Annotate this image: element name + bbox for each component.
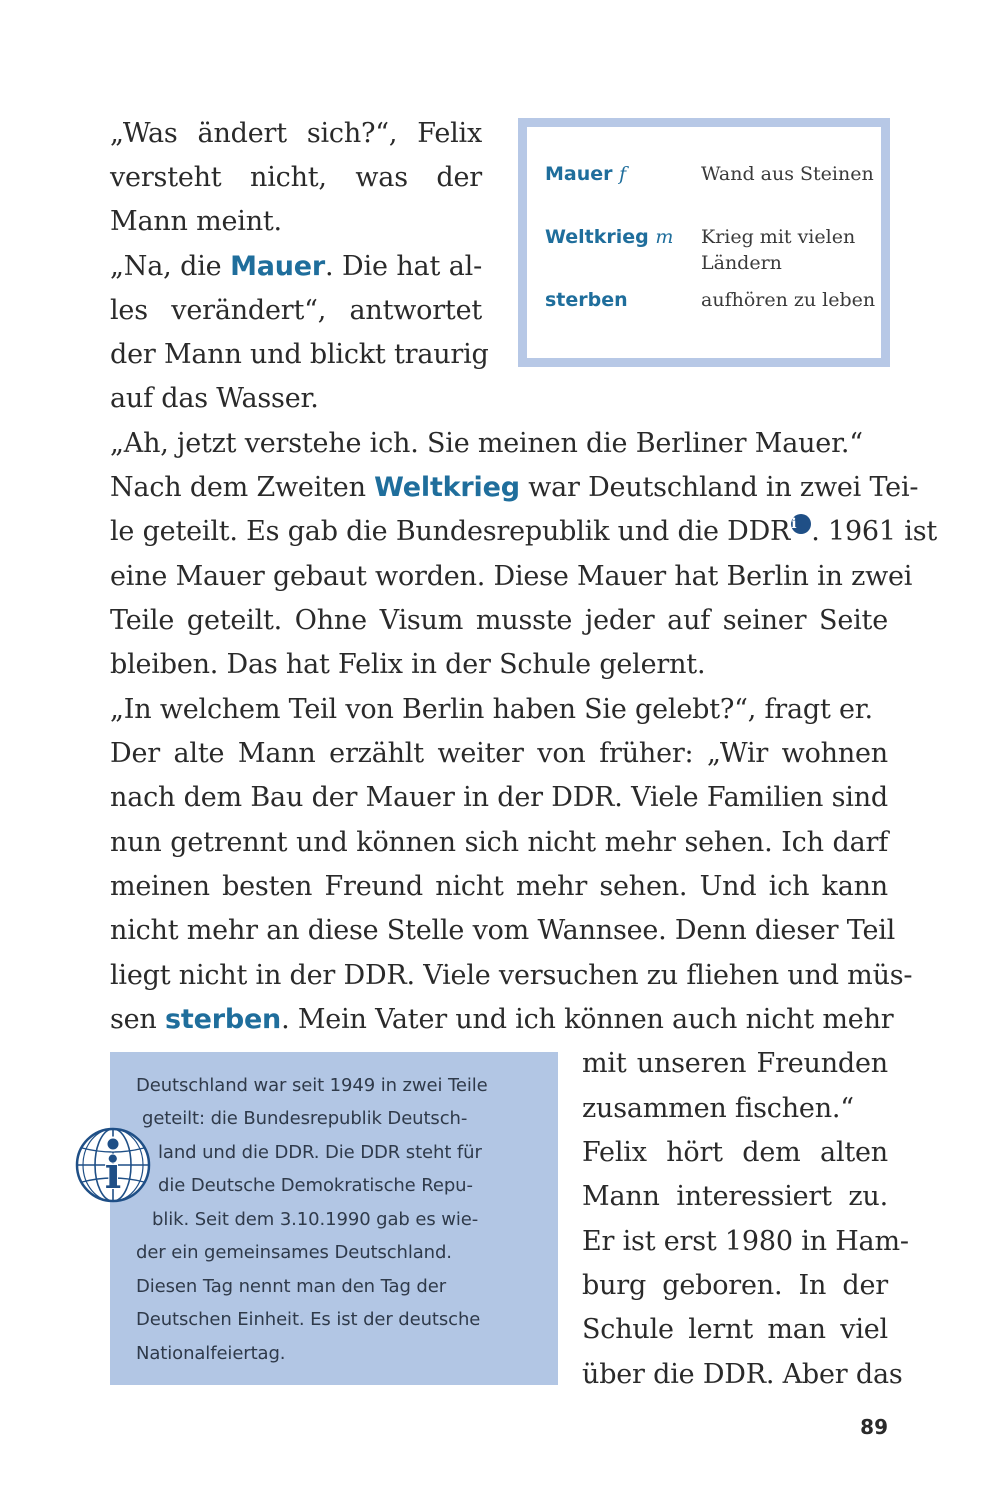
text-line: liegt nicht in der DDR. Viele versuchen zu fliehen und müs-: [110, 960, 913, 991]
page-number: 89: [860, 1415, 888, 1439]
text-line: nach dem Bau der Mauer in der DDR. Viele Familien sind: [110, 782, 888, 813]
text-line: versteht nicht, was der: [110, 162, 482, 193]
text-line: nicht mehr an diese Stelle vom Wannsee. Denn dieser Teil: [110, 915, 896, 946]
text-fragment: . Mein Vater und ich können auch nicht mehr: [281, 1004, 894, 1035]
glossary-term: [545, 226, 673, 248]
info-icon-letter: i: [104, 1148, 122, 1199]
glossary-term: [545, 289, 628, 311]
info-text-line: land und die DDR. Die DDR steht für: [158, 1142, 482, 1163]
text-line: eine Mauer gebaut worden. Diese Mauer hat Berlin in zwei: [110, 561, 913, 592]
text-line: Schule lernt man viel: [582, 1314, 888, 1345]
info-text-line: Nationalfeiertag.: [136, 1343, 286, 1364]
text-line: [110, 998, 894, 1042]
glossary-box: [518, 118, 890, 367]
text-line: nun getrennt und können sich nicht mehr sehen. Ich darf: [110, 827, 888, 858]
text-line: „Was ändert sich?“, Felix: [110, 118, 482, 149]
info-reference-icon[interactable]: i: [791, 514, 811, 534]
text-fragment: war Deutschland in zwei Tei-: [519, 472, 919, 503]
info-text-line: die Deutsche Demokratische Repu-: [158, 1175, 473, 1196]
text-line: über die DDR. Aber das: [582, 1359, 903, 1390]
text-line: auf das Wasser.: [110, 383, 319, 414]
text-line: Felix hört dem alten: [582, 1137, 888, 1168]
text-line: „In welchem Teil von Berlin haben Sie gelebt?“, fragt er.: [110, 694, 873, 725]
info-text-line: geteilt: die Bundesrepublik Deutsch-: [142, 1108, 468, 1129]
text-fragment: sen: [110, 1004, 166, 1035]
vocab-word-sterben: sterben: [165, 1004, 282, 1035]
text-line: Er ist erst 1980 in Ham-: [582, 1226, 909, 1257]
info-text-line: blik. Seit dem 3.10.1990 gab es wie-: [152, 1209, 479, 1230]
text-line: zusammen fischen.“: [582, 1093, 854, 1124]
text-line: [110, 466, 919, 510]
info-text-line: der ein gemeinsames Deutschland.: [136, 1242, 452, 1263]
text-line: der Mann und blickt traurig: [110, 339, 489, 370]
text-fragment: . Die hat al-: [325, 251, 483, 282]
text-fragment: le geteilt. Es gab die Bundesrepublik und die DDR: [110, 516, 791, 547]
text-fragment: „Na, die: [110, 251, 231, 282]
text-line: les verändert“, antwortet: [110, 295, 482, 326]
glossary-definition: Krieg mit vielen Ländern: [701, 226, 856, 274]
text-line: Mann interessiert zu.: [582, 1181, 888, 1212]
text-line: „Ah, jetzt verstehe ich. Sie meinen die Berliner Mauer.“: [110, 428, 863, 459]
glossary-definition: aufhören zu leben: [701, 289, 876, 311]
text-line: burg geboren. In der: [582, 1270, 888, 1301]
glossary-term-word: sterben: [545, 289, 628, 311]
info-text-line: Deutschland war seit 1949 in zwei Teile: [136, 1075, 488, 1096]
text-line: bleiben. Das hat Felix in der Schule gelernt.: [110, 649, 706, 680]
glossary-gender: f: [619, 163, 627, 185]
info-text-line: Diesen Tag nennt man den Tag der: [136, 1276, 447, 1297]
text-line: meinen besten Freund nicht mehr sehen. Und ich kann: [110, 871, 888, 902]
text-line: mit unseren Freunden: [582, 1048, 888, 1079]
vocab-word-mauer: Mauer: [230, 251, 326, 282]
text-line: [110, 510, 938, 554]
text-line: [110, 245, 482, 289]
glossary-term: [545, 163, 626, 185]
globe-info-icon: [74, 1126, 152, 1204]
text-fragment: Nach dem Zweiten: [110, 472, 375, 503]
info-box: [110, 1052, 558, 1385]
vocab-word-weltkrieg: Weltkrieg: [374, 472, 520, 503]
text-line: Teile geteilt. Ohne Visum musste jeder auf seiner Seite: [110, 605, 888, 636]
glossary-definition: Wand aus Steinen: [701, 163, 874, 185]
glossary-gender: m: [655, 226, 674, 248]
text-fragment: . 1961 ist: [811, 516, 938, 547]
info-text-line: Deutschen Einheit. Es ist der deutsche: [136, 1309, 481, 1330]
text-line: Mann meint.: [110, 206, 282, 237]
glossary-term-word: Mauer: [545, 163, 613, 185]
text-line: Der alte Mann erzählt weiter von früher: „Wir wohnen: [110, 738, 888, 769]
glossary-term-word: Weltkrieg: [545, 226, 649, 248]
